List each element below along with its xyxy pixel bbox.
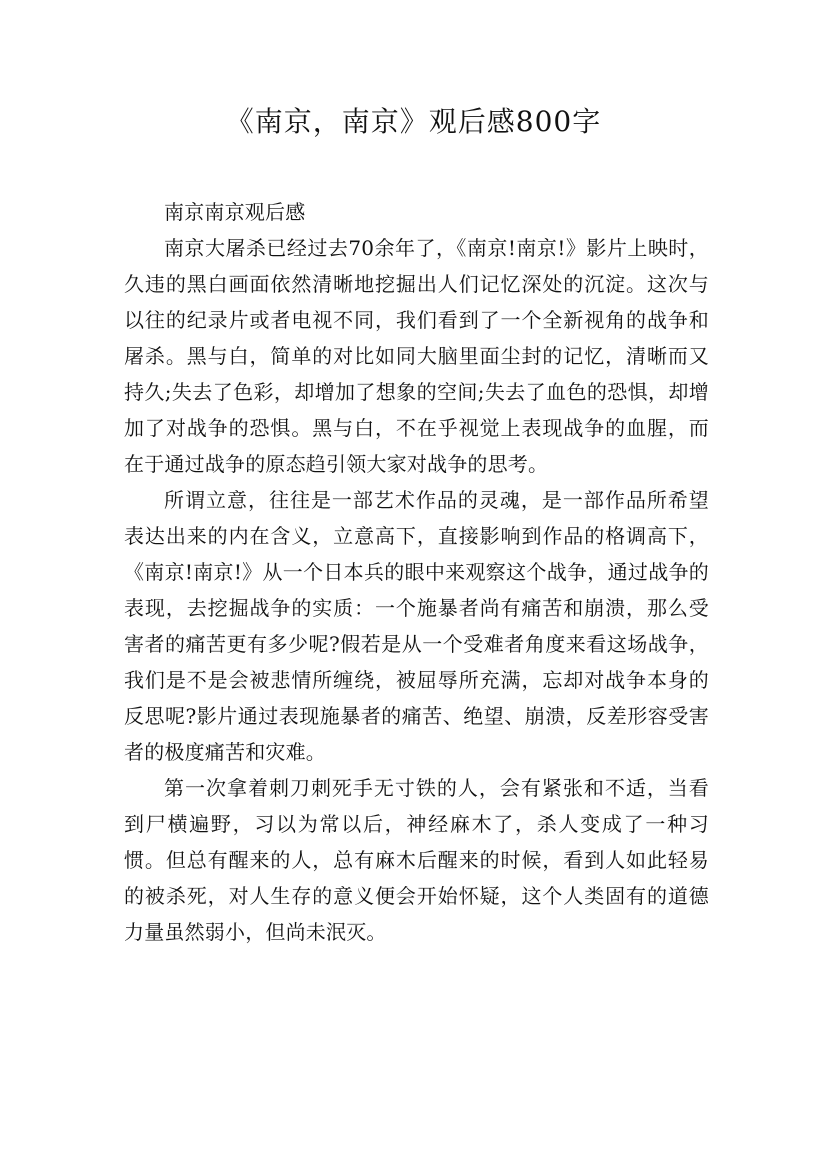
- paragraph-1: 南京大屠杀已经过去70余年了，《南京!南京!》影片上映时，久违的黑白画面依然清晰地挖掘出人们记忆深处的沉淀。这次与以往的纪录片或者电视不同，我们看到了一个全新视角的战争和屠杀。黑与白，简单的对比如同大脑里面尘封的记忆，清晰而又持久;失去了色彩，却增加了想象的空间;失去了血色的恐惧，却增加了对战争的恐惧。黑与白，不在乎视觉上表现战争的血腥，而在于通过战争的原态趋引领大家对战争的思考。: [124, 236, 709, 476]
- document-body: [124, 194, 709, 950]
- document-title: 《南京，南京》观后感800字: [225, 105, 602, 138]
- paragraph-2: 所谓立意，往往是一部艺术作品的灵魂，是一部作品所希望表达出来的内在含义，立意高下，直接影响到作品的格调高下，《南京!南京!》从一个日本兵的眼中来观察这个战争，通过战争的表现，去挖掘战争的实质：一个施暴者尚有痛苦和崩溃，那么受害者的痛苦更有多少呢?假若是从一个受难者角度来看这场战争，我们是不是会被悲情所缠绕，被屈辱所充满，忘却对战争本身的反思呢?影片通过表现施暴者的痛苦、绝望、崩溃，反差形容受害者的极度痛苦和灾难。: [124, 488, 709, 764]
- paragraph-3: 第一次拿着刺刀刺死手无寸铁的人，会有紧张和不适，当看到尸横遍野，习以为常以后，神经麻木了，杀人变成了一种习惯。但总有醒来的人，总有麻木后醒来的时候，看到人如此轻易的被杀死，对人生存的意义便会开始怀疑，这个人类固有的道德力量虽然弱小，但尚未泯灭。: [124, 776, 709, 944]
- paragraph-subtitle: 南京南京观后感: [164, 200, 306, 224]
